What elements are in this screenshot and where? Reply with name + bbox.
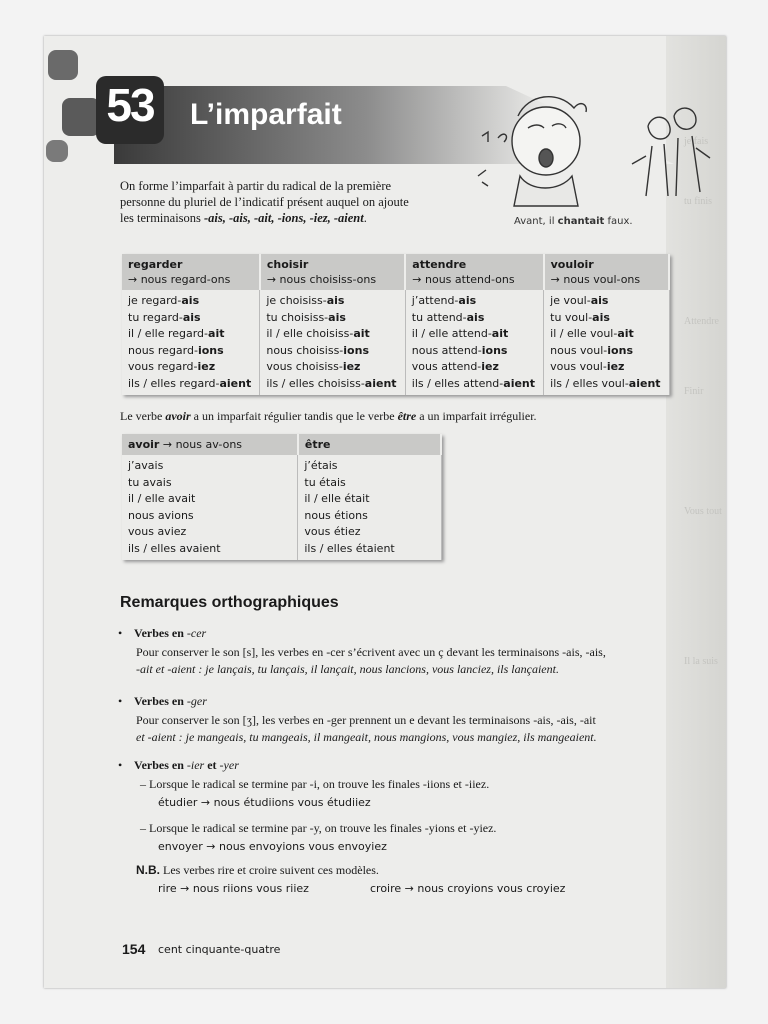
table-header-cell [298, 434, 441, 455]
ger-rule: Pour conserver le son [ʒ], les verbes en -ger prennent un e devant les terminaisons -ais, -ais, -ait et -aient : je mangeais, tu mangeais, il mangeait, nous mangions, vous mangiez, ils mangeaient. [136, 713, 597, 744]
conjugation-line: nous choisiss-ions [266, 343, 369, 357]
stem-hint: → nous voul-ons [550, 273, 641, 286]
conjugation-line: vous choisiss-iez [266, 360, 361, 373]
table-header-cell [122, 434, 298, 455]
conjugation-line: il / elle avait [128, 492, 196, 505]
conjugation-line: j’étais [304, 459, 338, 472]
singing-boy-illustration [468, 86, 726, 216]
example-etudier: étudier → nous étudiions vous étudiiez [158, 796, 371, 809]
conjugation-line: je voul-ais [550, 294, 609, 307]
conjugation-line: tu attend-ais [411, 310, 485, 324]
yer-rule: – Lorsque le radical se termine par -y, on trouve les finales -yions et -yiez. [140, 821, 497, 835]
conjugation-line: j’avais [128, 459, 164, 472]
conjugation-line: tu regard-ais [128, 310, 201, 324]
conjugation-cell [260, 290, 405, 395]
table-header-cell [122, 254, 260, 290]
conjugation-line: j’attend-ais [411, 294, 477, 307]
decor-tile [48, 50, 78, 80]
conjugation-table-regular [122, 254, 670, 395]
conjugation-line: il / elle voul-ait [550, 327, 634, 340]
conjugation-line: ils / elles regard-aient [128, 376, 252, 390]
table-header-cell [405, 254, 543, 290]
nb-note: N.B. Les verbes rire et croire suivent ces modèles. [136, 863, 379, 877]
conjugation-line: tu avais [128, 475, 172, 489]
page-number-words: cent cinquante-quatre [158, 943, 281, 956]
conjugation-line: vous aviez [128, 525, 187, 538]
decor-tile [46, 140, 68, 162]
infinitive: être [304, 438, 331, 451]
stem-hint: → nous av-ons [159, 438, 243, 451]
ghost-text: Vous tout [684, 506, 722, 517]
conjugation-line: ils / elles voul-aient [550, 376, 661, 390]
example-envoyer: envoyer → nous envoyions vous envoyiez [158, 840, 387, 853]
infinitive: choisir [266, 258, 309, 271]
infinitive: attendre [412, 258, 467, 271]
conjugation-line: ils / elles choisiss-aient [266, 376, 397, 390]
conjugation-line: vous voul-iez [550, 360, 625, 373]
conjugation-line: ils / elles avaient [128, 541, 221, 555]
chapter-number: 53 [106, 79, 154, 131]
conjugation-line: nous attend-ions [411, 343, 508, 357]
ghost-text: je fais [684, 136, 709, 147]
ier-rule-1: – Lorsque le radical se termine par -i, on trouve les finales -iions et -iiez. [140, 777, 490, 791]
conjugation-line: il / elle était [304, 492, 370, 505]
conjugation-cell [122, 455, 298, 560]
conjugation-line: je regard-ais [128, 294, 200, 307]
conjugation-line: nous avions [128, 508, 194, 522]
conjugation-table-avoir-etre [122, 434, 442, 560]
table-header-cell [260, 254, 405, 290]
infinitive: vouloir [550, 258, 594, 271]
avoir-etre-sentence: Le verbe avoir a un imparfait régulier tandis que le verbe être a un imparfait irrégulier. [120, 409, 537, 423]
conjugation-line: vous attend-iez [411, 360, 499, 373]
conjugation-line: nous regard-ions [128, 343, 224, 357]
ghost-text: Attendre [684, 316, 719, 327]
page-number: 154 [122, 941, 146, 957]
bullet-ger: • Verbes en -ger [122, 694, 207, 709]
stem-hint: → nous regard-ons [128, 273, 231, 286]
conjugation-line: vous étiez [304, 525, 361, 538]
bullet-cer: • Verbes en -cer [122, 626, 206, 641]
conjugation-line: ils / elles attend-aient [411, 376, 536, 390]
cer-rule: Pour conserver le son [s], les verbes en -cer s’écrivent avec un ç devant les terminaisons -ais, -ais, -ait et -aient : je lançais, tu lançais, il lançait, nous lancions, vous lanciez, ils lançaient. [136, 645, 606, 676]
ghost-text: tu finis [684, 196, 713, 207]
stem-hint: → nous attend-ons [412, 273, 515, 286]
textbook-page [44, 36, 726, 988]
bullet-ier-yer: • Verbes en -ier et -yer [122, 758, 239, 773]
conjugation-cell [298, 455, 441, 560]
conjugation-cell [405, 290, 543, 395]
chapter-title: L’imparfait [190, 98, 342, 131]
conjugation-line: nous étions [304, 508, 368, 522]
conjugation-cell [122, 290, 260, 395]
conjugation-line: il / elle regard-ait [128, 327, 225, 340]
conjugation-line: tu voul-ais [550, 310, 610, 324]
conjugation-line: je choisiss-ais [266, 294, 345, 307]
conjugation-line: il / elle choisiss-ait [266, 327, 370, 340]
illustration-caption: Avant, il chantait faux. [514, 216, 633, 227]
example-rire: rire → nous riions vous riiez [158, 882, 309, 895]
conjugation-line: tu étais [304, 475, 346, 489]
conjugation-line: vous regard-iez [128, 360, 216, 373]
conjugation-cell [544, 290, 669, 395]
section-heading: Remarques orthographiques [120, 594, 339, 611]
ghost-text: Il la suis [684, 656, 718, 667]
table-header-cell [544, 254, 669, 290]
infinitive: regarder [128, 258, 183, 271]
conjugation-line: tu choisiss-ais [266, 310, 346, 324]
infinitive: avoir [128, 438, 160, 451]
intro-paragraph: On forme l’imparfait à partir du radical de la première personne du pluriel de l’indicatif présent auquel on ajoute les terminaisons -ais, -ais, -ait, -ions, -iez, -aient. [120, 179, 409, 225]
ghost-text: Finir [684, 386, 704, 397]
example-croire: croire → nous croyions vous croyiez [370, 882, 566, 895]
decor-tile [62, 98, 100, 136]
stem-hint: → nous choisiss-ons [266, 273, 377, 286]
conjugation-line: nous voul-ions [550, 343, 633, 357]
conjugation-line: il / elle attend-ait [411, 327, 509, 340]
conjugation-line: ils / elles étaient [304, 541, 395, 555]
